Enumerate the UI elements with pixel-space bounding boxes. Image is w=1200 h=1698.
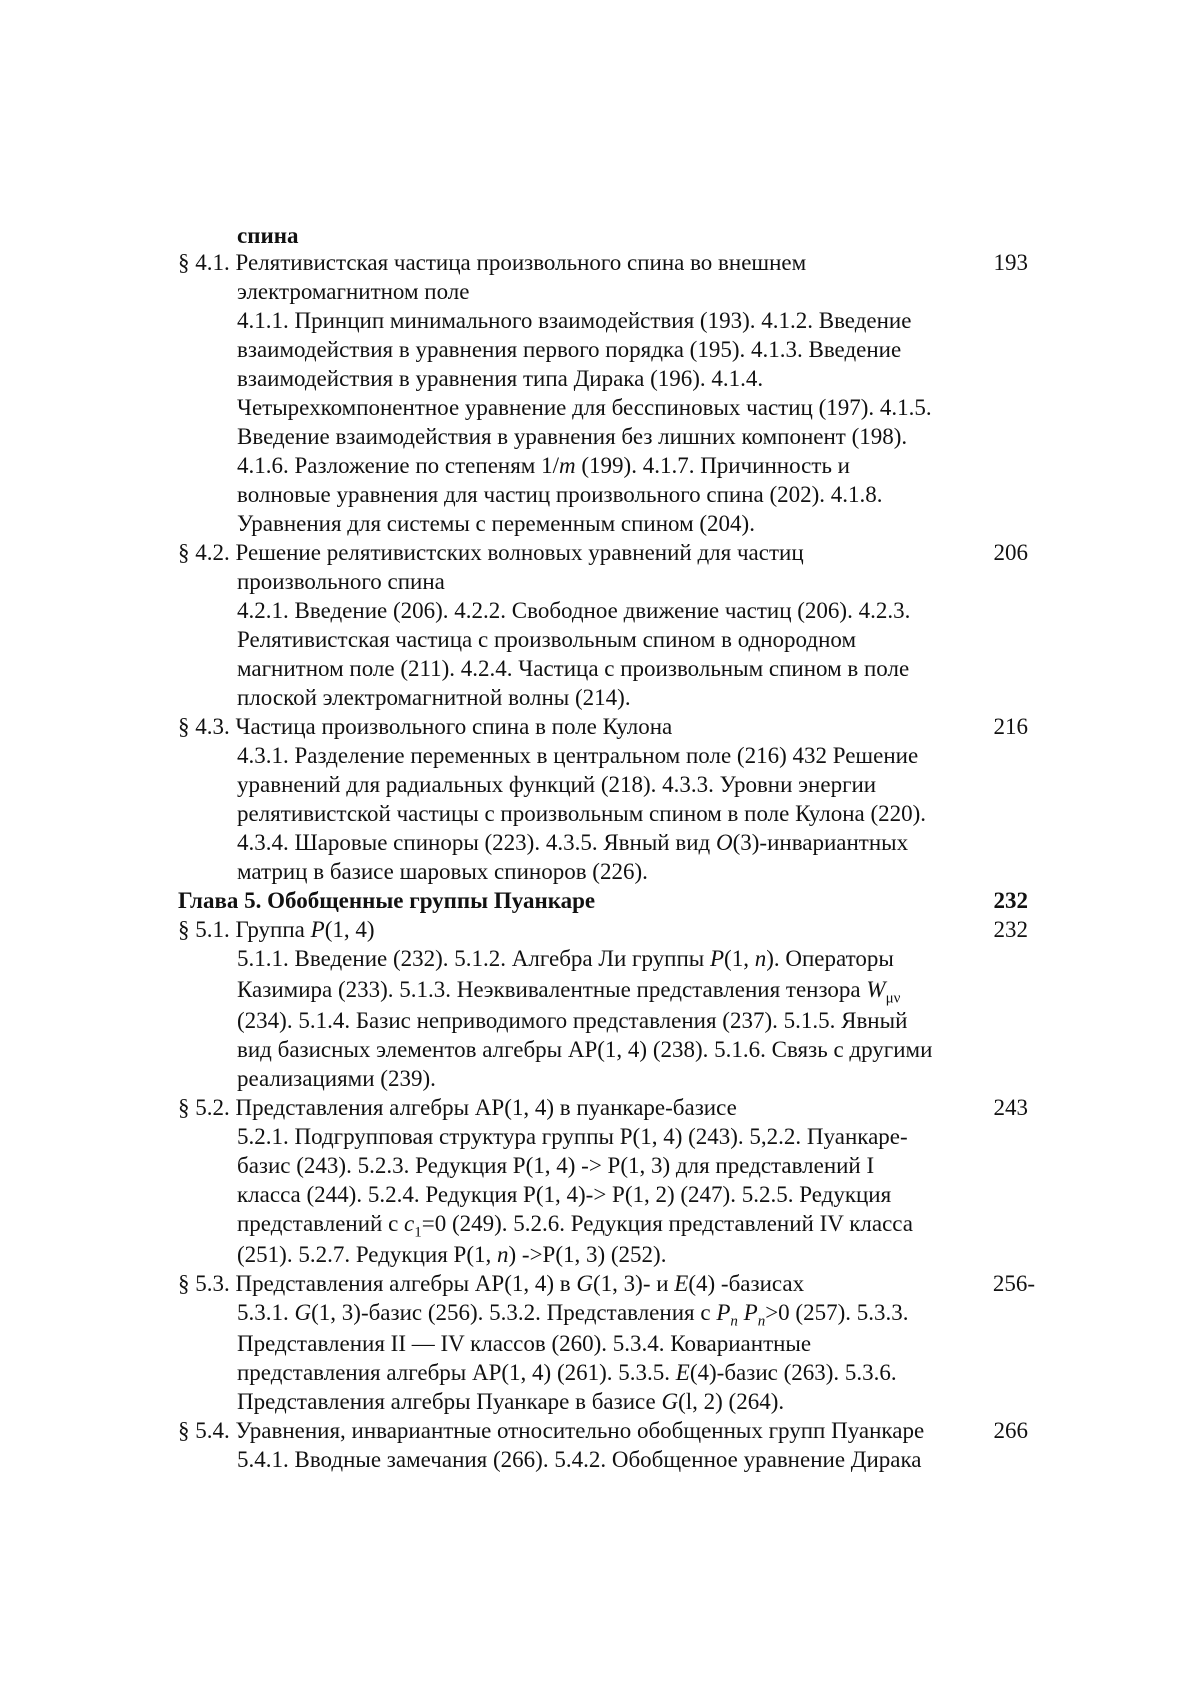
section-4-2-page: 206 — [993, 540, 1028, 565]
toc-text-line: взаимодействия в уравнения первого порядка (195). 4.1.3. Введение — [237, 337, 902, 362]
toc-text-line: взаимодействия в уравнения типа Дирака (196). 4.1.4. — [237, 366, 764, 391]
section-4-3-page: 216 — [993, 714, 1028, 739]
toc-text-line: 5.4.1. Вводные замечания (266). 5.4.2. Обобщенное уравнение Дирака — [237, 1447, 922, 1472]
toc-text-line: (251). 5.2.7. Редукция P(1, n) ->P(1, 3) (252). — [237, 1242, 667, 1267]
chapter-5-page: 232 — [993, 888, 1028, 913]
toc-text-line: 4.2.1. Введение (206). 4.2.2. Свободное движение частиц (206). 4.2.3. — [237, 598, 911, 623]
section-5-2-page: 243 — [993, 1095, 1028, 1120]
toc-text-line: плоской электромагнитной волны (214). — [237, 685, 631, 710]
section-4-1-title-cont: электромагнитном поле — [237, 279, 470, 304]
toc-text-line: уравнений для радиальных функций (218). 4.3.3. Уровни энергии — [237, 772, 877, 797]
toc-text-line: 4.1.6. Разложение по степеням 1/m (199). 4.1.7. Причинность и — [237, 453, 850, 478]
toc-text-line: реализациями (239). — [237, 1066, 436, 1091]
toc-text-line: Четырехкомпонентное уравнение для бесспиновых частиц (197). 4.1.5. — [237, 395, 932, 420]
toc-text-line: Представления алгебры Пуанкаре в базисе G(l, 2) (264). — [237, 1389, 785, 1414]
toc-text-line: 5.3.1. G(1, 3)-базис (256). 5.3.2. Представления с $P_n$ $P_n>0$ (257). 5.3.3. — [237, 1300, 909, 1330]
toc-text-line: магнитном поле (211). 4.2.4. Частица с произвольным спином в поле — [237, 656, 910, 681]
toc-text-line: представления алгебры АР(1, 4) (261). 5.3.5. E(4)-базис (263). 5.3.6. — [237, 1360, 897, 1385]
toc-text-line: базис (243). 5.2.3. Редукция P(1, 4) -> P(1, 3) для представлений I — [237, 1153, 875, 1178]
toc-text-line: представлений с $c_1=0$ (249). 5.2.6. Редукция представлений IV класса — [237, 1211, 913, 1241]
section-4-1-title: § 4.1. Релятивистская частица произвольного спина во внешнем — [178, 250, 807, 275]
section-5-3-page: 256- — [992, 1271, 1035, 1296]
toc-text-line: Уравнения для системы с переменным спином (204). — [237, 511, 755, 536]
toc-text-line: вид базисных элементов алгебры АР(1, 4) (238). 5.1.6. Связь с другими — [237, 1037, 933, 1062]
continuation-heading: спина — [237, 223, 299, 248]
section-5-4-page: 266 — [993, 1418, 1028, 1443]
chapter-5-title: Глава 5. Обобщенные группы Пуанкаре — [178, 888, 596, 913]
section-5-2-title: § 5.2. Представления алгебры АР(1, 4) в пуанкаре-базисе — [178, 1095, 737, 1120]
section-4-1-page: 193 — [993, 250, 1028, 275]
section-5-1-page: 232 — [993, 917, 1028, 942]
toc-text-line: 5.1.1. Введение (232). 5.1.2. Алгебра Ли группы P(1, n). Операторы — [237, 946, 894, 971]
toc-text-line: Введение взаимодействия в уравнения без лишних компонент (198). — [237, 424, 908, 449]
section-4-2-title: § 4.2. Решение релятивистских волновых уравнений для частиц — [178, 540, 804, 565]
toc-text-line: 4.3.1. Разделение переменных в центральном поле (216) 432 Решение — [237, 743, 919, 768]
section-4-2-title-cont: произвольного спина — [237, 569, 445, 594]
toc-text-line: 5.2.1. Подгрупповая структура группы P(1, 4) (243). 5,2.2. Пуанкаре- — [237, 1124, 908, 1149]
toc-text-line: класса (244). 5.2.4. Редукция P(1, 4)-> P(1, 2) (247). 5.2.5. Редукция — [237, 1182, 892, 1207]
toc-text-line: 4.1.1. Принцип минимального взаимодействия (193). 4.1.2. Введение — [237, 308, 912, 333]
toc-text-line: (234). 5.1.4. Базис неприводимого представления (237). 5.1.5. Явный — [237, 1008, 908, 1033]
toc-text-line: матриц в базисе шаровых спиноров (226). — [237, 859, 648, 884]
toc-text-line: Представления II — IV классов (260). 5.3.4. Ковариантные — [237, 1331, 812, 1356]
toc-text-line: релятивистской частицы с произвольным спином в поле Кулона (220). — [237, 801, 927, 826]
toc-text-line: Казимира (233). 5.1.3. Неэквивалентные представления тензора $W_{\mu\nu}$ — [237, 977, 901, 1007]
toc-text-line: волновые уравнения для частиц произвольного спина (202). 4.1.8. — [237, 482, 883, 507]
toc-text-line: 4.3.4. Шаровые спиноры (223). 4.3.5. Явный вид O(3)-инвариантных — [237, 830, 909, 855]
toc-text-line: Релятивистская частица с произвольным спином в однородном — [237, 627, 857, 652]
section-4-3-title: § 4.3. Частица произвольного спина в поле Кулона — [178, 714, 673, 739]
section-5-4-title: § 5.4. Уравнения, инвариантные относительно обобщенных групп Пуанкаре — [178, 1418, 925, 1443]
section-5-1-title: § 5.1. Группа P(1, 4) — [178, 917, 375, 942]
section-5-3-title: § 5.3. Представления алгебры АР(1, 4) в G(1, 3)- и E(4) -базисах — [178, 1271, 805, 1296]
